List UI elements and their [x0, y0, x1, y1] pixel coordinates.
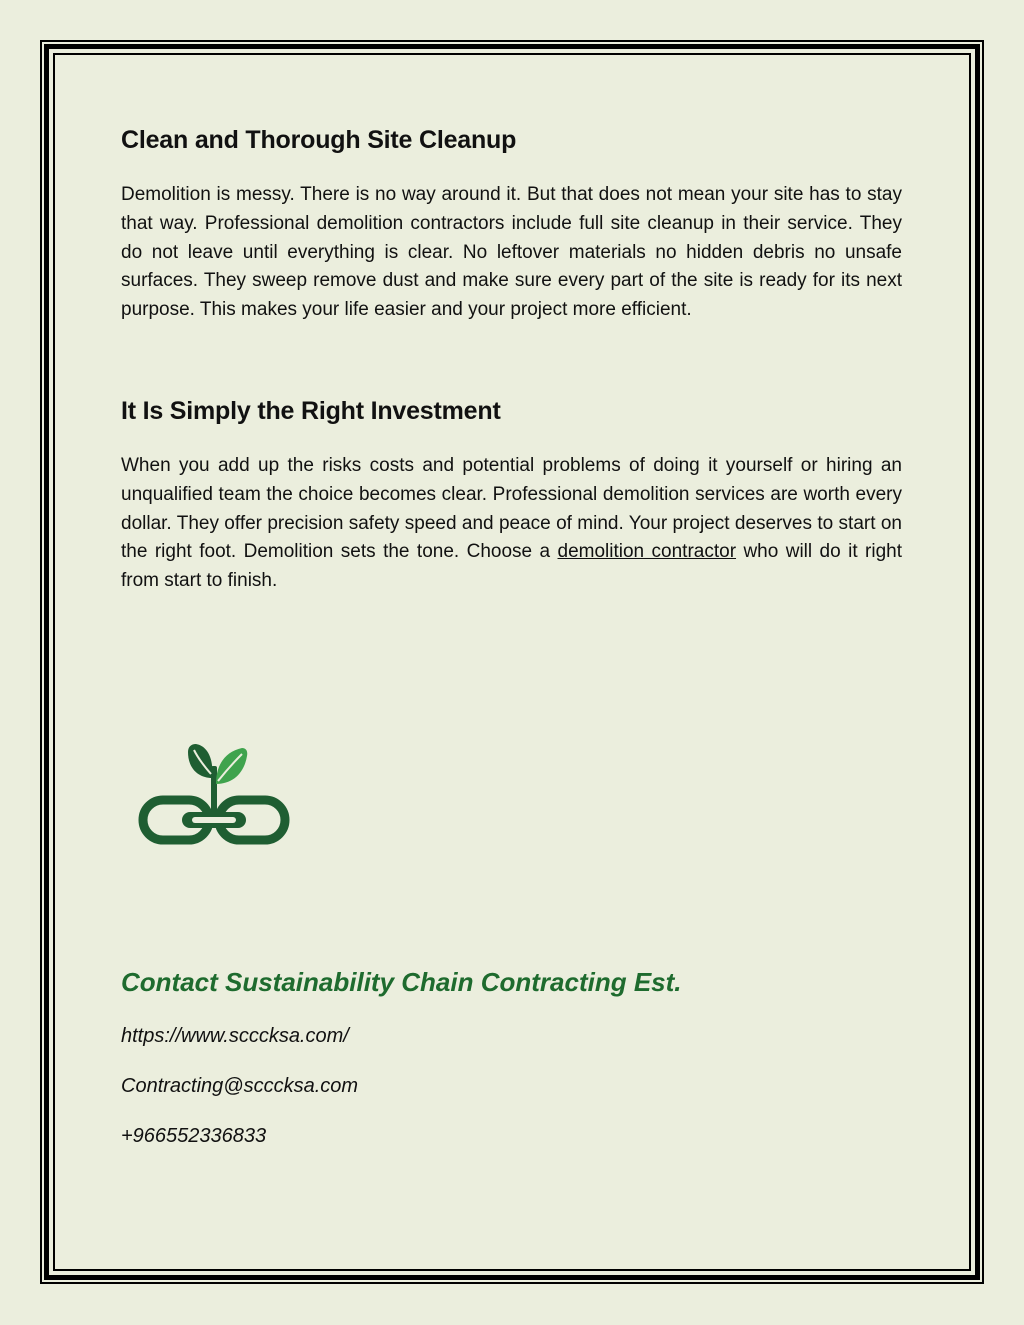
- contact-phone[interactable]: +966552336833: [121, 1125, 267, 1147]
- section-paragraph-cleanup: Demolition is messy. There is no way around it. But that does not mean your site has to stay that way. Professional demolition contractors include full site cleanup in their service. They do not leave until everything is clear. No leftover materials no hidden debris no unsafe surfaces. They sweep remove dust and make sure every part of the site is ready for its next purpose. This makes your life easier and your project more efficient.: [121, 184, 902, 321]
- contact-website-link[interactable]: https://www.scccksa.com/: [121, 1025, 349, 1047]
- paragraph-text-after-link: who will do it right from start to finish.: [121, 541, 902, 592]
- section-paragraph-investment: [121, 452, 902, 596]
- contact-title: Contact Sustainability Chain Contracting Est.: [121, 967, 682, 997]
- document-content: [121, 118, 902, 596]
- demolition-contractor-link[interactable]: demolition contractor: [557, 541, 737, 563]
- contact-email-link[interactable]: Contracting@scccksa.com: [121, 1075, 359, 1097]
- section-heading-investment: It Is Simply the Right Investment: [121, 396, 501, 425]
- section-heading-cleanup: Clean and Thorough Site Cleanup: [121, 126, 517, 154]
- paragraph-text-before-link: When you add up the risks costs and potential problems of doing it yourself or hiring an unqualified team the choice becomes clear. Professional demolition services are worth every dollar. They offer precision safety speed and peace of mind. Your project deserves to start on the right foot. Demolition sets the tone. Choose a: [121, 454, 902, 563]
- leaf-chain-logo-icon: [138, 738, 290, 848]
